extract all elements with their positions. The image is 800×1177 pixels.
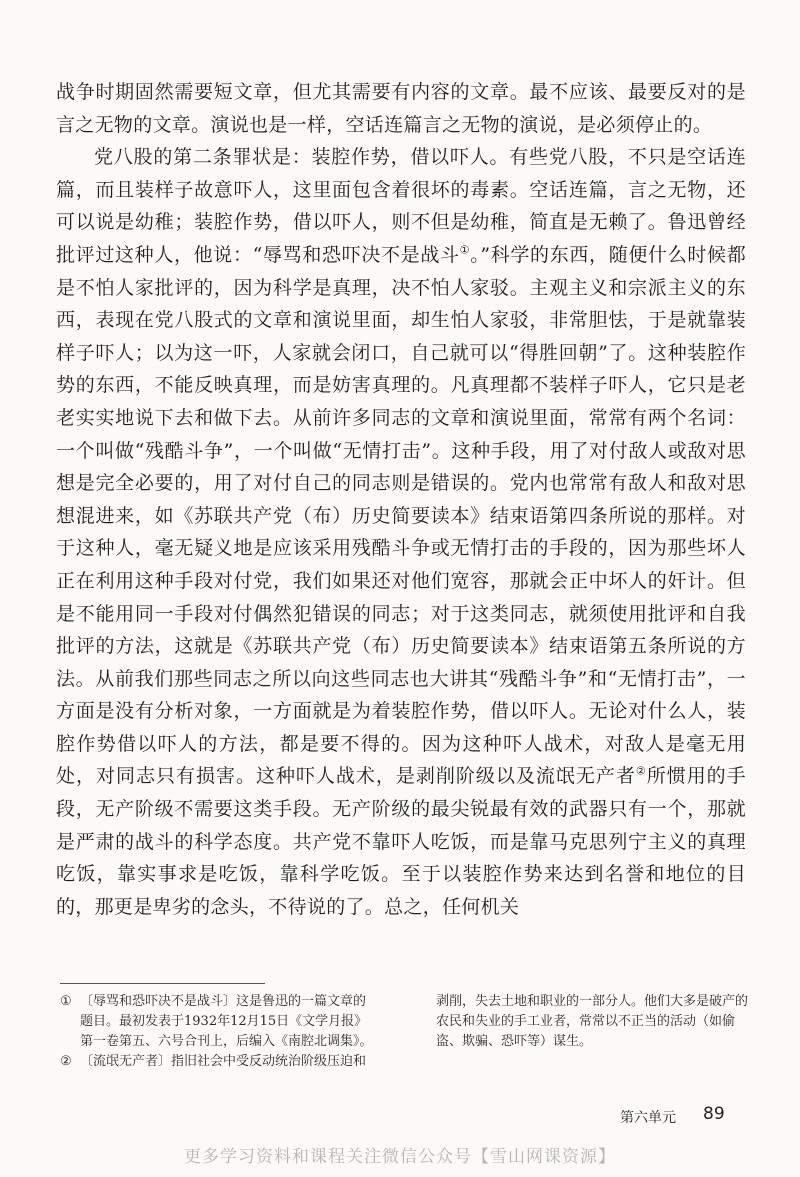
main-text: [56, 76, 746, 923]
footnote-divider: [60, 983, 265, 984]
footnote-text: 〔辱骂和恐吓决不是战斗〕这是鲁迅的一篇文章的题目。最初发表于1932年12月15日《文学月报》第一卷第五、六号合刊上，后编入《南腔北调集》。: [80, 994, 373, 1049]
footnote-reference: ①: [459, 243, 471, 257]
footnote-number: ①: [60, 994, 72, 1009]
footnote-text: 剥削，失去土地和职业的一部分人。他们大多是破产的农民和失业的手工业者，常常以不正当的活动（如偷盗、欺骗、恐吓等）谋生。: [436, 994, 749, 1049]
paragraph: [56, 141, 746, 923]
paragraph: [56, 76, 746, 141]
footnote-reference: ②: [635, 765, 647, 779]
footnote: [436, 992, 756, 1052]
footnotes-right-column: [436, 992, 756, 1052]
footnote: [60, 992, 378, 1052]
footnote-text: 〔流氓无产者〕指旧社会中受反动统治阶级压迫和: [80, 1054, 367, 1069]
footnotes-left-column: [60, 992, 378, 1072]
paragraph-text: 。”科学的东西，随便什么时候都是不怕人家批评的，因为科学是真理，决不怕人家驳。主观主义和宗派主义的东西，表现在党八股式的文章和演说里面，却生怕人家驳，非常胆怯，于是就靠装样子吓人；以为这一吓，人家就会闭口，自己就可以“得胜回朝”了。这种装腔作势的东西，不能反映真理，而是妨害真理的。凡真理都不装样子吓人，它只是老老实实地说下去和做下去。从前许多同志的文章和演说里面，常常有两个名词：一个叫做“残酷斗争”，一个叫做“无情打击”。这种手段，用了对付敌人或敌对思想是完全必要的，用了对付自己的同志则是错误的。党内也常常有敌人和敌对思想混进来，如《苏联共产党（布）历史简要读本》结束语第四条所说的那样。对于这种人，毫无疑义地是应该采用残酷斗争或无情打击的手段的，因为那些坏人正在利用这种手段对付党，我们如果还对他们宽容，那就会正中坏人的奸计。但是不能用同一手段对付偶然犯错误的同志；对于这类同志，就须使用批评和自我批评的方法，这就是《苏联共产党（布）历史简要读本》结束语第五条所说的方法。从前我们那些同志之所以向这些同志也大讲其“残酷斗争”和“无情打击”，一方面是没有分析对象，一方面就是为着装腔作势，借以吓人。无论对什么人，装腔作势借以吓人的方法，都是要不得的。因为这种吓人战术，对敌人是毫无用处，对同志只有损害。这种吓人战术，是剥削阶级以及流氓无产者: [56, 243, 746, 788]
page-number: 89: [703, 1104, 725, 1124]
paragraph-text: 党八股的第二条罪状是：装腔作势，借以吓人。有些党八股，不只是空话连篇，而且装样子故意吓人，这里面包含着很坏的毒素。空话连篇，言之无物，还可以说是幼稚；装腔作势，借以吓人，则不但是幼稚，简直是无赖了。鲁迅曾经批评过这种人，他说：“辱骂和恐吓决不是战斗: [56, 146, 746, 266]
unit-label: 第六单元: [620, 1110, 676, 1126]
footnote: [60, 1052, 378, 1072]
footnote-number: ②: [60, 1054, 72, 1069]
paragraph-text: 战争时期固然需要短文章，但尤其需要有内容的文章。最不应该、最要反对的是言之无物的文章。演说也是一样，空话连篇言之无物的演说，是必须停止的。: [56, 81, 746, 136]
paragraph-text: 所惯用的手段，无产阶级不需要这类手段。无产阶级的最尖锐最有效的武器只有一个，那就是严肃的战斗的科学态度。共产党不靠吓人吃饭，而是靠马克思列宁主义的真理吃饭，靠实事求是吃饭，靠科学吃饭。至于以装腔作势来达到名誉和地位的目的，那更是卑劣的念头，不待说的了。总之，任何机关: [56, 765, 746, 918]
watermark-text: 更多学习资料和课程关注微信公众号【雪山网课资源】: [184, 1147, 616, 1167]
